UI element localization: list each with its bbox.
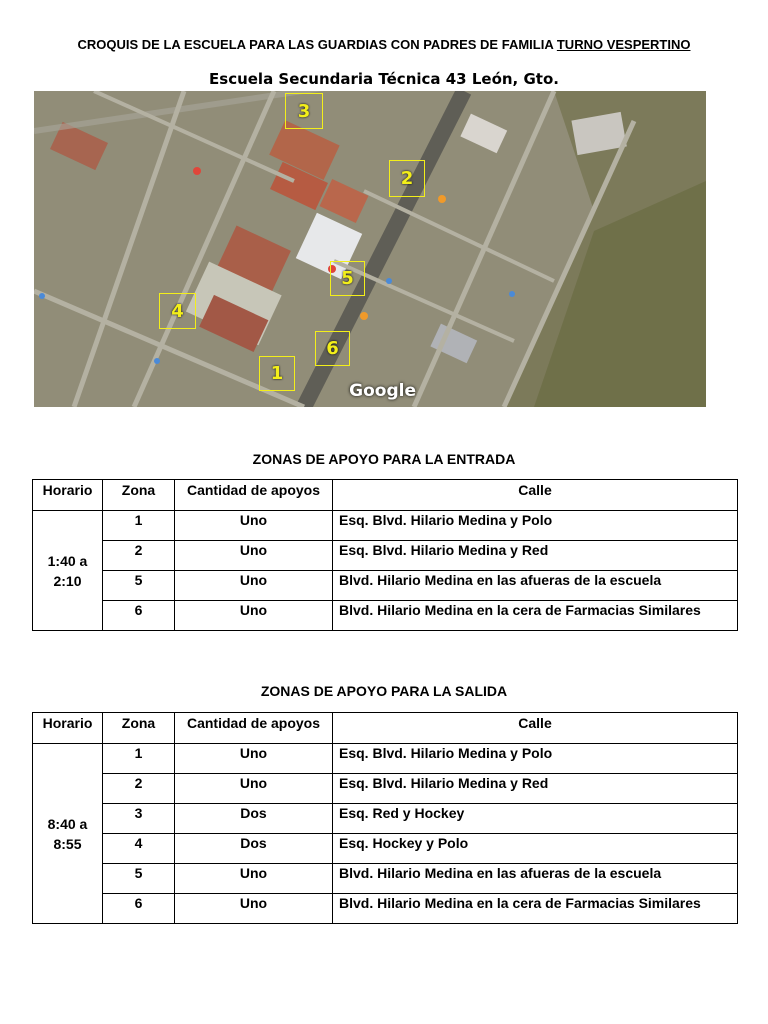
cantidad-cell: Uno [175, 774, 333, 804]
map-zone-3-marker: 3 [285, 93, 323, 129]
column-header-cantidad: Cantidad de apoyos [175, 480, 333, 511]
column-header-cantidad: Cantidad de apoyos [175, 713, 333, 744]
table-row [33, 804, 738, 834]
zona-cell: 5 [103, 571, 175, 601]
zona-cell: 5 [103, 864, 175, 894]
cantidad-cell: Uno [175, 541, 333, 571]
calle-cell: Blvd. Hilario Medina en las afueras de la escuela [333, 571, 738, 601]
map-zone-4-marker: 4 [159, 293, 196, 329]
table-row [33, 541, 738, 571]
calle-cell: Esq. Blvd. Hilario Medina y Polo [333, 511, 738, 541]
salida-horario-cell: 8:40 a 8:55 [33, 744, 103, 924]
calle-cell: Blvd. Hilario Medina en las afueras de la escuela [333, 864, 738, 894]
table-row [33, 774, 738, 804]
map-zone-6-marker: 6 [315, 331, 350, 366]
document-title [0, 37, 768, 52]
salida-section-title: ZONAS DE APOYO PARA LA SALIDA [260, 683, 508, 699]
calle-cell: Esq. Blvd. Hilario Medina y Polo [333, 744, 738, 774]
table-row [33, 834, 738, 864]
cantidad-cell: Uno [175, 601, 333, 631]
calle-cell: Esq. Blvd. Hilario Medina y Red [333, 774, 738, 804]
zona-cell: 6 [103, 894, 175, 924]
salida-header-row [33, 713, 738, 744]
zona-cell: 3 [103, 804, 175, 834]
cantidad-cell: Uno [175, 571, 333, 601]
column-header-zona: Zona [103, 480, 175, 511]
map-imagery [34, 91, 706, 407]
zona-cell: 1 [103, 744, 175, 774]
zona-cell: 4 [103, 834, 175, 864]
calle-cell: Blvd. Hilario Medina en la cera de Farmacias Similares [333, 894, 738, 924]
table-row [33, 864, 738, 894]
table-row [33, 571, 738, 601]
table-row [33, 601, 738, 631]
entrada-header-row [33, 480, 738, 511]
map-zone-1-marker: 1 [259, 356, 295, 391]
column-header-horario: Horario [33, 480, 103, 511]
zona-cell: 2 [103, 774, 175, 804]
cantidad-cell: Uno [175, 744, 333, 774]
entrada-horario-cell: 1:40 a 2:10 [33, 511, 103, 631]
cantidad-cell: Uno [175, 511, 333, 541]
column-header-calle: Calle [333, 480, 738, 511]
calle-cell: Esq. Red y Hockey [333, 804, 738, 834]
column-header-horario: Horario [33, 713, 103, 744]
document-title-text: CROQUIS DE LA ESCUELA PARA LAS GUARDIAS CON PADRES DE FAMILIA [77, 37, 554, 52]
satellite-map [34, 91, 706, 407]
column-header-calle: Calle [333, 713, 738, 744]
zona-cell: 6 [103, 601, 175, 631]
document-title-shift: TURNO VESPERTINO [556, 37, 691, 52]
calle-cell: Esq. Blvd. Hilario Medina y Red [333, 541, 738, 571]
cantidad-cell: Dos [175, 834, 333, 864]
entrada-table [32, 479, 738, 631]
map-zone-5-marker: 5 [330, 261, 365, 296]
zona-cell: 1 [103, 511, 175, 541]
map-brand-label: Google [349, 381, 416, 401]
cantidad-cell: Dos [175, 804, 333, 834]
entrada-section-title: ZONAS DE APOYO PARA LA ENTRADA [252, 451, 516, 467]
table-row [33, 894, 738, 924]
cantidad-cell: Uno [175, 894, 333, 924]
salida-table [32, 712, 738, 924]
school-name: Escuela Secundaria Técnica 43 León, Gto. [209, 70, 559, 88]
table-row [33, 511, 738, 541]
calle-cell: Esq. Hockey y Polo [333, 834, 738, 864]
table-row [33, 744, 738, 774]
column-header-zona: Zona [103, 713, 175, 744]
map-zone-2-marker: 2 [389, 160, 425, 197]
calle-cell: Blvd. Hilario Medina en la cera de Farmacias Similares [333, 601, 738, 631]
zona-cell: 2 [103, 541, 175, 571]
cantidad-cell: Uno [175, 864, 333, 894]
